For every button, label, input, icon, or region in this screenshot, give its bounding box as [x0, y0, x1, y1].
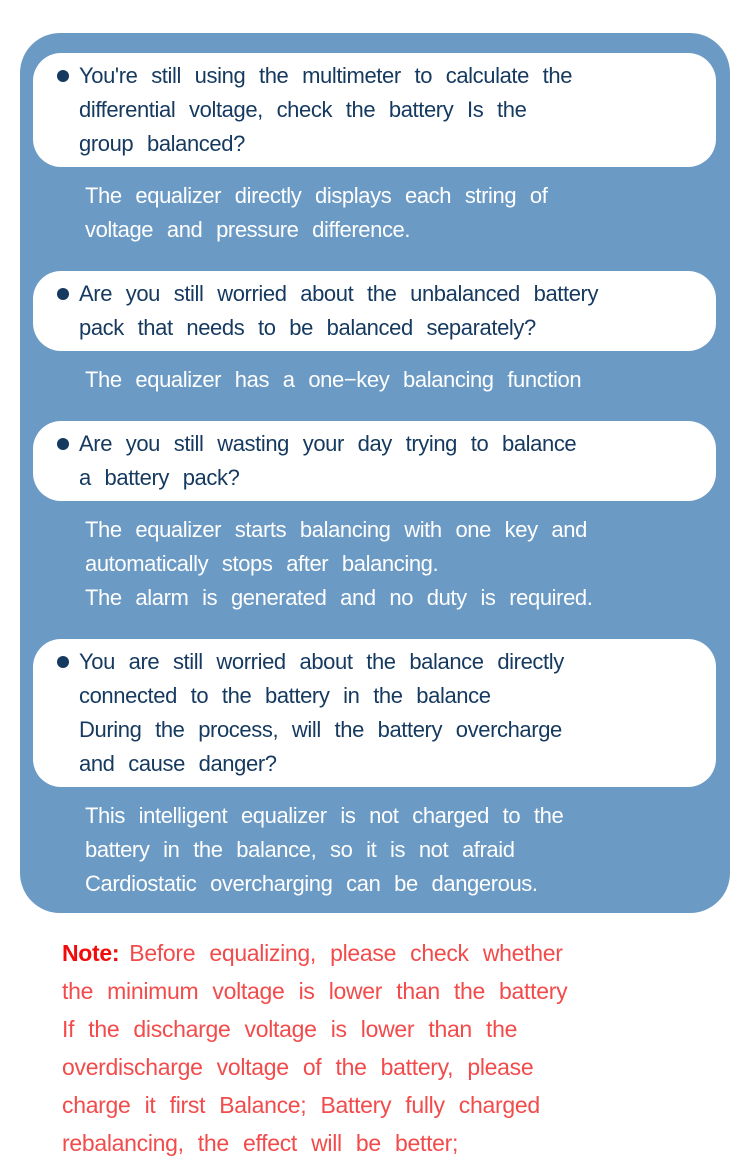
answer-line: The equalizer starts balancing with one key and — [85, 517, 587, 542]
question-line: Are you still wasting your day trying to balance — [79, 431, 577, 456]
note-line: the minimum voltage is lower than the battery — [62, 978, 568, 1004]
answer-line: The alarm is generated and no duty is required. — [85, 585, 593, 610]
question-bubble — [33, 421, 716, 501]
note-label: Note: — [62, 940, 120, 966]
bullet-icon — [57, 656, 69, 668]
qa-item-3 — [20, 421, 730, 615]
qa-item-4 — [20, 639, 730, 901]
note-line: overdischarge voltage of the battery, please — [62, 1054, 534, 1080]
question-text — [79, 645, 564, 781]
answer-line: Cardiostatic overcharging can be dangerous. — [85, 871, 538, 896]
answer-text — [85, 363, 712, 397]
question-bubble — [33, 271, 716, 351]
answer-line: This intelligent equalizer is not charged to the — [85, 803, 564, 828]
question-bubble — [33, 639, 716, 787]
question-line: and cause danger? — [79, 751, 277, 776]
question-line: a battery pack? — [79, 465, 240, 490]
qa-item-1 — [20, 53, 730, 247]
question-line: Are you still worried about the unbalanced battery — [79, 281, 599, 306]
answer-line: automatically stops after balancing. — [85, 551, 439, 576]
note-line: If the discharge voltage is lower than the — [62, 1016, 518, 1042]
answer-text — [85, 799, 712, 901]
question-text — [79, 427, 576, 495]
note-block — [62, 934, 712, 1162]
question-line: You're still using the multimeter to calculate the — [79, 63, 573, 88]
note-line: Note: Before equalizing, please check whether — [62, 940, 563, 966]
question-line: pack that needs to be balanced separately? — [79, 315, 536, 340]
bullet-icon — [57, 438, 69, 450]
answer-line: voltage and pressure difference. — [85, 217, 411, 242]
question-text — [79, 277, 598, 345]
bullet-icon — [57, 70, 69, 82]
question-line: You are still worried about the balance directly — [79, 649, 564, 674]
question-line: group balanced? — [79, 131, 245, 156]
answer-line: battery in the balance, so it is not afraid — [85, 837, 515, 862]
question-line: connected to the battery in the balance — [79, 683, 491, 708]
answer-text — [85, 513, 712, 615]
answer-line: The equalizer has a one−key balancing function — [85, 367, 582, 392]
question-line: During the process, will the battery overcharge — [79, 717, 562, 742]
note-line: charge it first Balance; Battery fully charged — [62, 1092, 540, 1118]
answer-text — [85, 179, 712, 247]
question-line: differential voltage, check the battery Is the — [79, 97, 527, 122]
qa-panel — [20, 33, 730, 913]
question-text — [79, 59, 572, 161]
qa-item-2 — [20, 271, 730, 397]
answer-line: The equalizer directly displays each string of — [85, 183, 548, 208]
bullet-icon — [57, 288, 69, 300]
question-bubble — [33, 53, 716, 167]
note-line: rebalancing, the effect will be better; — [62, 1130, 459, 1156]
